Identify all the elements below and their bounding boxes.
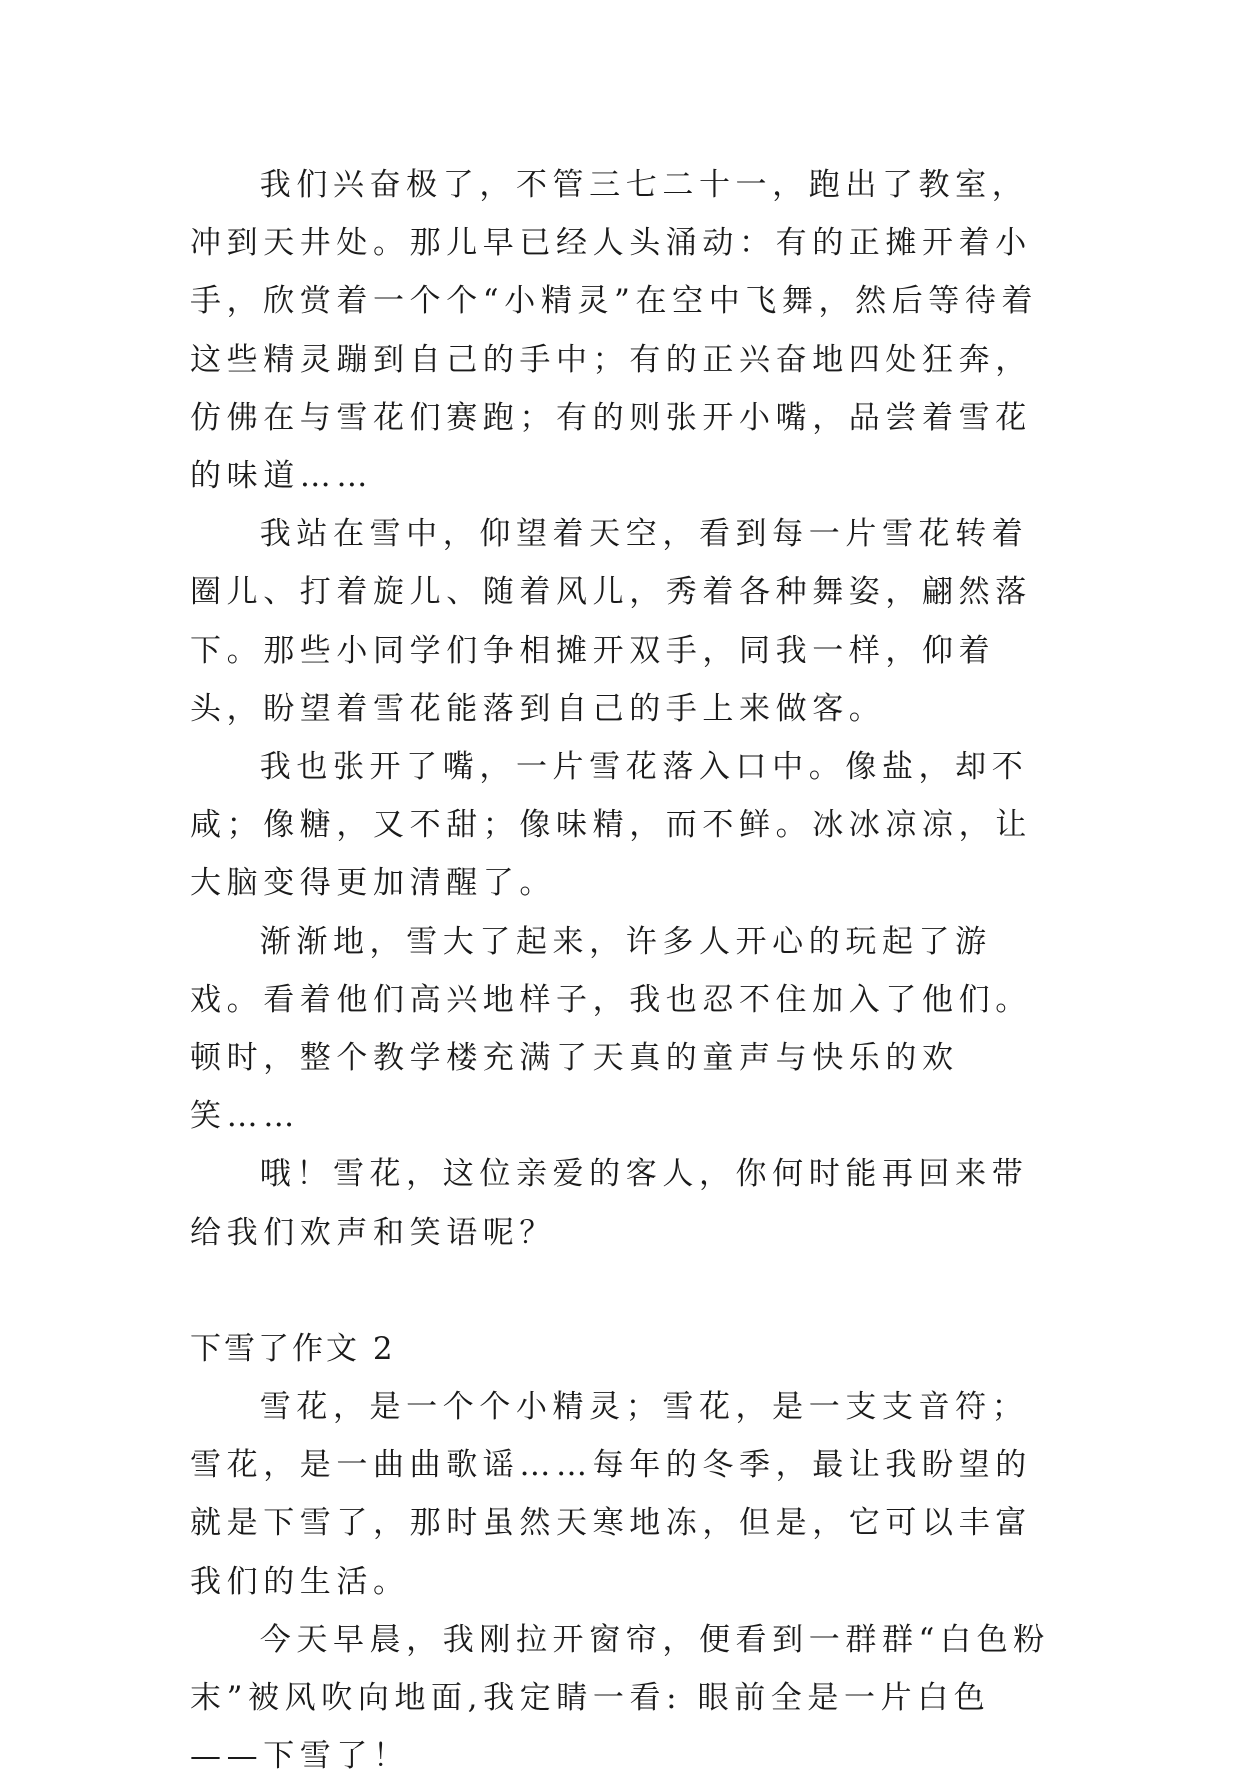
- paragraph: 渐渐地，雪大了起来，许多人开心的玩起了游戏。看着他们高兴地样子，我也忍不住加入了他们。顿时，整个教学楼充满了天真的童声与快乐的欢笑……: [190, 923, 1032, 1135]
- paragraph: 我站在雪中，仰望着天空，看到每一片雪花转着圈儿、打着旋儿、随着风儿，秀着各种舞姿，翩然落下。那些小同学们争相摊开双手，同我一样，仰着头，盼望着雪花能落到自己的手上来做客。: [190, 516, 1032, 727]
- section-title: 下雪了作文 2: [190, 1330, 396, 1367]
- paragraph: 我们兴奋极了，不管三七二十一，跑出了教室，冲到天井处。那儿早已经人头涌动：有的正摊开着小手，欣赏着一个个“小精灵”在空中飞舞，然后等待着这些精灵蹦到自己的手中；有的正兴奋地四处狂奔，仿佛在与雪花们赛跑；有的则张开小嘴，品尝着雪花的味道……: [190, 167, 1039, 495]
- paragraph: 哦！雪花，这位亲爱的客人，你何时能再回来带给我们欢声和笑语呢？: [190, 1156, 1029, 1251]
- paragraph: 我也张开了嘴，一片雪花落入口中。像盐，却不咸；像糖，又不甜；像味精，而不鲜。冰冰凉凉，让大脑变得更加清醒了。: [190, 749, 1032, 902]
- paragraph: 雪花，是一个个小精灵；雪花，是一支支音符；雪花，是一曲曲歌谣……每年的冬季，最让我盼望的就是下雪了，那时虽然天寒地冻，但是，它可以丰富我们的生活。: [190, 1389, 1032, 1600]
- document-body: [190, 156, 1060, 1785]
- blank-line: [190, 1262, 1060, 1320]
- paragraph: 今天早晨，我刚拉开窗帘，便看到一群群“白色粉末”被风吹向地面,我定睛一看: 眼前全是一片白色——下雪了！: [190, 1621, 1050, 1775]
